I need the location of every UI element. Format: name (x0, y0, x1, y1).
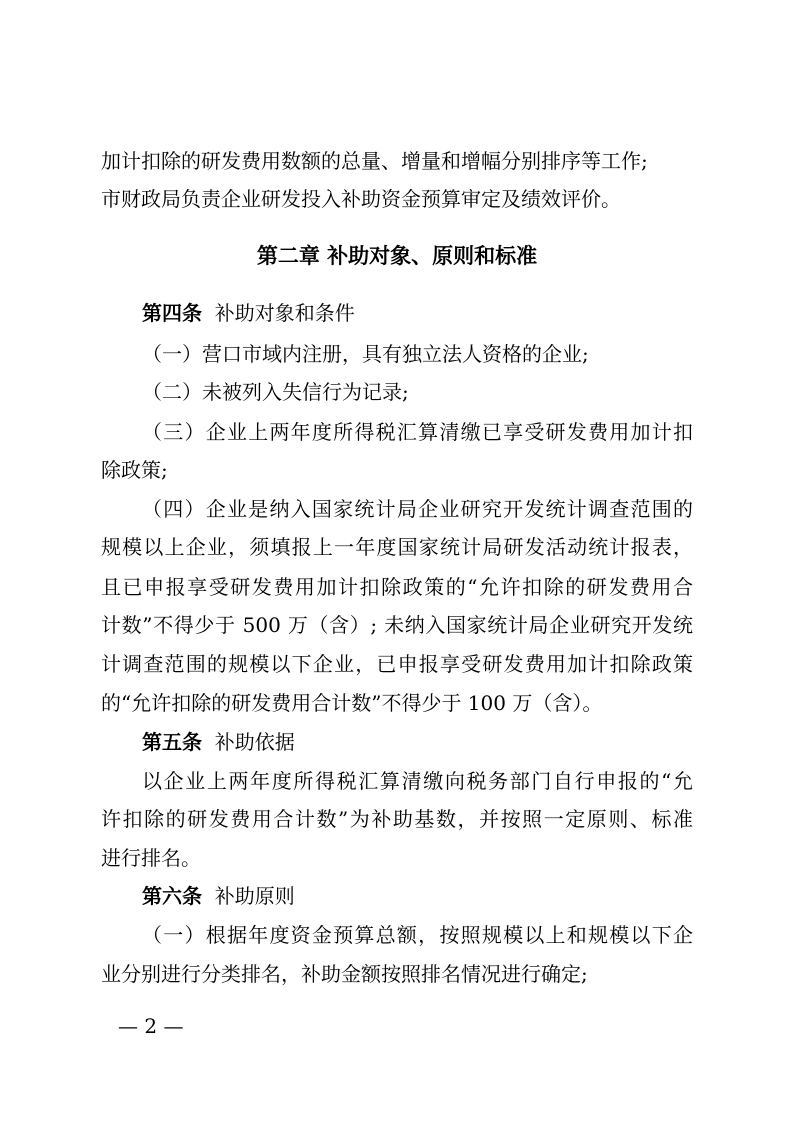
list-item: （一）营口市域内注册，具有独立法人资格的企业; (142, 342, 589, 366)
article-number: 第四条 (142, 301, 202, 325)
list-item: （一）根据年度资金预算总额，按照规模以上和规模以下企 (142, 923, 693, 947)
article-6-heading (142, 877, 693, 915)
paragraph-line: 加计扣除的研发费用数额的总量、增量和增幅分别排序等工作; (101, 149, 648, 173)
paragraph-line: 除政策; (101, 458, 168, 482)
paragraph-line: 以企业上两年度所得税汇算清缴向税务部门自行申报的“允 (142, 769, 693, 793)
list-item: （四）企业是纳入国家统计局企业研究开发统计调查范围的 (142, 497, 693, 521)
paragraph-line: 进行排名。 (101, 846, 201, 870)
article-5-heading (142, 723, 693, 761)
article-title: 补助原则 (214, 884, 295, 908)
article-number: 第五条 (142, 730, 202, 754)
paragraph-line: 计调查范围的规模以下企业，已申报享受研发费用加计扣除政策 (101, 652, 693, 676)
paragraph-line: 业分别进行分类排名，补助金额按照排名情况进行确定; (101, 962, 588, 986)
paragraph-line: 规模以上企业，须填报上一年度国家统计局研发活动统计报表， (101, 535, 693, 559)
article-number: 第六条 (142, 884, 202, 908)
paragraph-line: 许扣除的研发费用合计数”为补助基数，并按照一定原则、标准 (101, 807, 693, 831)
paragraph-line: 市财政局负责企业研发投入补助资金预算审定及绩效评价。 (101, 187, 621, 211)
article-title: 补助依据 (214, 730, 295, 754)
chapter-heading: 第二章 补助对象、原则和标准 (256, 244, 538, 268)
list-item: （三）企业上两年度所得税汇算清缴已享受研发费用加计扣 (142, 420, 693, 444)
article-4-heading (142, 294, 693, 332)
article-title: 补助对象和条件 (214, 301, 355, 325)
list-item: （二）未被列入失信行为记录; (142, 380, 409, 404)
paragraph-line: 计数”不得少于 500 万（含）; 未纳入国家统计局企业研究开发统 (101, 613, 693, 637)
paragraph-line: 且已申报享受研发费用加计扣除政策的“允许扣除的研发费用合 (101, 575, 693, 599)
paragraph-line: 的“允许扣除的研发费用合计数”不得少于 100 万（含）。 (101, 691, 603, 715)
page-number: — 2 — (118, 1014, 184, 1038)
